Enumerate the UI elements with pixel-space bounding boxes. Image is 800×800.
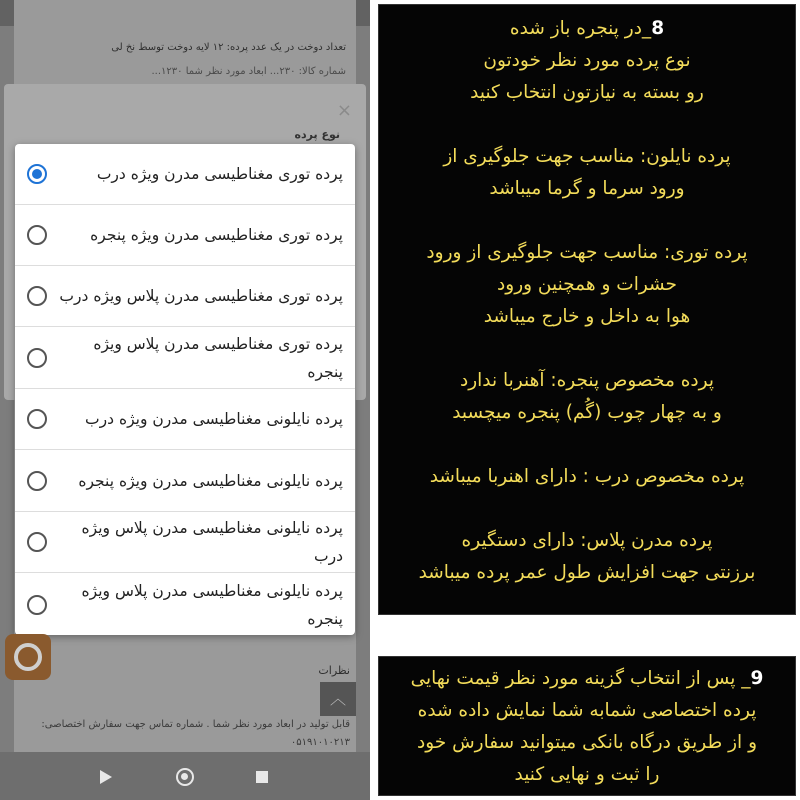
- radio-icon[interactable]: [27, 471, 47, 491]
- instruction-line: را ثبت و نهایی کنید: [514, 764, 660, 785]
- phone-screenshot: [0, 0, 370, 800]
- instruction-line: پرده مدرن پلاس: دارای دستگیره: [461, 530, 713, 551]
- radio-icon[interactable]: [27, 164, 47, 184]
- option-label: پرده توری مغناطیسی مدرن ویژه پنجره: [90, 226, 343, 244]
- instruction-line: نوع پرده مورد نظر خودتون: [483, 50, 691, 71]
- close-icon[interactable]: ×: [336, 100, 352, 121]
- option-item[interactable]: [15, 205, 355, 266]
- radio-icon[interactable]: [27, 225, 47, 245]
- option-label: پرده نایلونی مغناطیسی مدرن ویژه پنجره: [78, 472, 343, 490]
- option-item[interactable]: [15, 512, 355, 573]
- scroll-to-top-button[interactable]: ︿: [320, 682, 356, 716]
- instruction-line: و به چهار چوب (گُم) پنجره میچسبد: [452, 402, 722, 423]
- instruction-panel-step-8: [378, 4, 796, 615]
- option-item[interactable]: [15, 328, 355, 389]
- radio-icon[interactable]: [27, 348, 47, 368]
- instruction-line: حشرات و همچنین ورود: [497, 274, 677, 295]
- home-icon[interactable]: [176, 768, 194, 786]
- option-item[interactable]: [15, 451, 355, 512]
- radio-icon[interactable]: [27, 286, 47, 306]
- instruction-line: پرده توری: مناسب جهت جلوگیری از ورود: [426, 242, 748, 263]
- option-item[interactable]: [15, 389, 355, 450]
- option-label: پرده نایلونی مغناطیسی مدرن پلاس ویژه پنجره: [81, 581, 343, 628]
- instruction-panel-step-9: [378, 656, 796, 796]
- instruction-line: پرده اختصاصی شمابه شما نمایش داده شده: [417, 700, 757, 721]
- option-item[interactable]: [15, 574, 355, 635]
- option-label: پرده توری مغناطیسی مدرن پلاس ویژه پنجره: [93, 335, 343, 381]
- step-number: 9: [750, 668, 764, 689]
- footer-text: قابل تولید در ابعاد مورد نظر شما . شماره تماس جهت سفارش اختصاصی: ۰۵۱۹۱۰۱۰۲۱۳: [41, 719, 350, 748]
- option-label: پرده نایلونی مغناطیسی مدرن ویژه درب: [85, 410, 343, 428]
- radio-icon[interactable]: [27, 409, 47, 429]
- option-label: پرده توری مغناطیسی مدرن ویژه درب: [96, 165, 343, 183]
- recent-apps-icon[interactable]: [256, 771, 268, 783]
- instruction-line: پرده مخصوص پنجره: آهنربا ندارد: [459, 370, 715, 391]
- background-text-line: شماره کالا: ۲۳۰... ابعاد مورد نظر شما ۱۲۳۰...: [151, 66, 346, 77]
- instruction-line: رو بسته به نیازتون انتخاب کنید: [470, 82, 704, 103]
- radio-icon[interactable]: [27, 532, 47, 552]
- instruction-line: 9_ پس از انتخاب گزینه مورد نظر قیمت نهایی: [410, 668, 764, 689]
- back-icon[interactable]: [100, 770, 112, 784]
- instruction-line: برزنتی جهت افزایش طول عمر پرده میباشد: [418, 562, 756, 583]
- option-label: پرده نایلونی مغناطیسی مدرن پلاس ویژه درب: [81, 519, 343, 565]
- instruction-line: ورود سرما و گرما میباشد: [489, 178, 685, 199]
- step-number: 8: [651, 18, 665, 39]
- option-item[interactable]: [15, 144, 355, 205]
- instruction-line: 8_در پنجره باز شده: [509, 18, 665, 39]
- curtain-type-label: نوع پرده: [294, 128, 340, 141]
- curtain-options-list: [15, 144, 355, 635]
- shop-logo-icon: [5, 634, 51, 680]
- instruction-line: هوا به داخل و خارج میباشد: [483, 306, 691, 327]
- instruction-line: و از طریق درگاه بانکی میتوانید سفارش خود: [416, 732, 758, 753]
- instruction-line: پرده مخصوص درب : دارای اهنربا میباشد: [429, 466, 745, 487]
- background-text-line: تعداد دوخت در یک عدد پرده: ۱۲ لایه دوخت توسط نخ لی: [111, 42, 346, 53]
- radio-icon[interactable]: [27, 595, 47, 615]
- instruction-line: پرده نایلون: مناسب جهت جلوگیری از: [443, 146, 731, 167]
- option-item[interactable]: [15, 266, 355, 327]
- android-nav-bar: [0, 752, 370, 800]
- comments-heading: نظرات: [318, 664, 350, 677]
- option-label: پرده توری مغناطیسی مدرن پلاس ویژه درب: [59, 287, 343, 305]
